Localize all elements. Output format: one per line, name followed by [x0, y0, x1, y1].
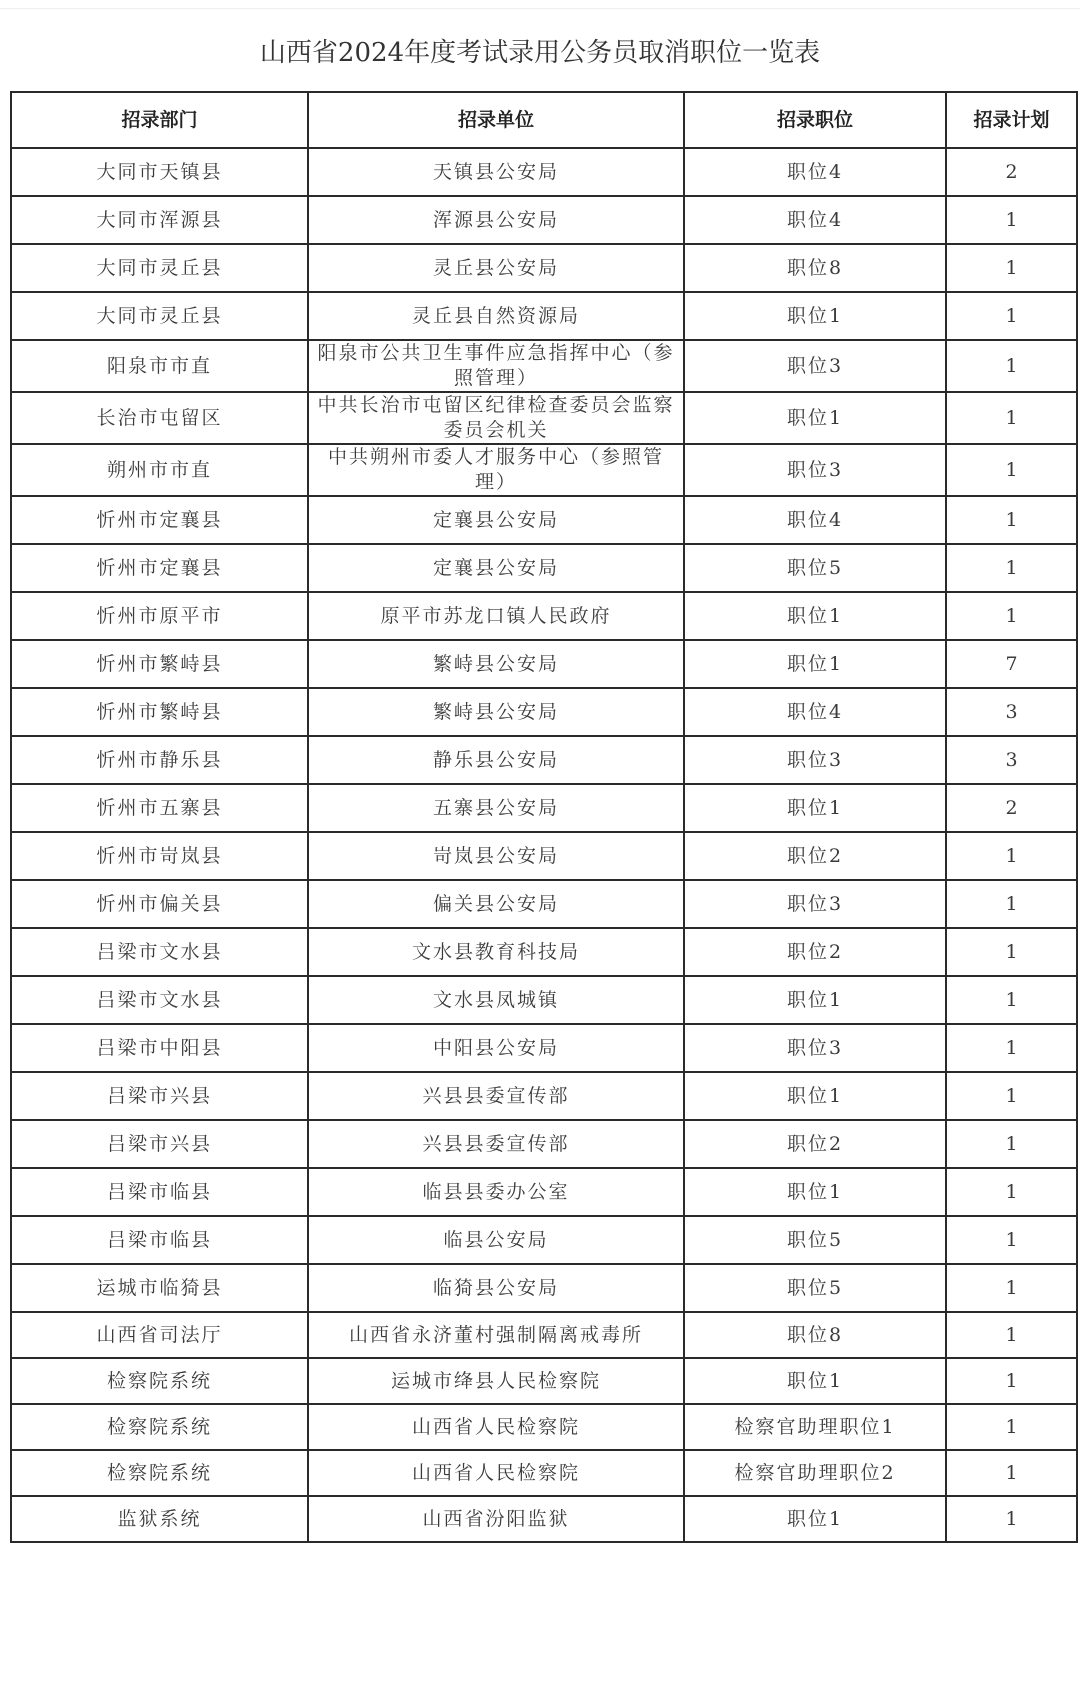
cell-plan: 1 — [946, 1168, 1077, 1216]
cell-unit: 天镇县公安局 — [308, 148, 684, 196]
cell-plan: 2 — [946, 148, 1077, 196]
cell-position: 职位2 — [684, 928, 946, 976]
cell-position: 职位1 — [684, 1168, 946, 1216]
cell-position: 职位5 — [684, 1264, 946, 1312]
cell-plan: 1 — [946, 392, 1077, 444]
cell-dept: 忻州市定襄县 — [11, 544, 308, 592]
cell-dept: 吕梁市文水县 — [11, 976, 308, 1024]
cell-plan: 1 — [946, 928, 1077, 976]
cell-dept: 监狱系统 — [11, 1496, 308, 1542]
cell-unit: 山西省人民检察院 — [308, 1404, 684, 1450]
cell-unit: 中共长治市屯留区纪律检查委员会监察委员会机关 — [308, 392, 684, 444]
cell-plan: 1 — [946, 1358, 1077, 1404]
table-row — [11, 1496, 1077, 1542]
cell-plan: 1 — [946, 592, 1077, 640]
table-row — [11, 736, 1077, 784]
cell-unit: 岢岚县公安局 — [308, 832, 684, 880]
table-row — [11, 1120, 1077, 1168]
table-row — [11, 392, 1077, 444]
cell-unit: 兴县县委宣传部 — [308, 1072, 684, 1120]
cell-position: 职位1 — [684, 640, 946, 688]
table-body — [11, 148, 1077, 1542]
cell-position: 职位2 — [684, 832, 946, 880]
cell-plan: 1 — [946, 1072, 1077, 1120]
cell-position: 职位8 — [684, 1312, 946, 1358]
cell-dept: 忻州市原平市 — [11, 592, 308, 640]
table-row — [11, 444, 1077, 496]
cell-unit: 山西省人民检察院 — [308, 1450, 684, 1496]
cell-dept: 忻州市繁峙县 — [11, 688, 308, 736]
table-row — [11, 244, 1077, 292]
table-row — [11, 1024, 1077, 1072]
cell-position: 职位1 — [684, 592, 946, 640]
cell-plan: 1 — [946, 1312, 1077, 1358]
table-row — [11, 784, 1077, 832]
cell-dept: 忻州市偏关县 — [11, 880, 308, 928]
cell-plan: 1 — [946, 244, 1077, 292]
cell-dept: 忻州市静乐县 — [11, 736, 308, 784]
cell-unit: 文水县教育科技局 — [308, 928, 684, 976]
cell-plan: 1 — [946, 340, 1077, 392]
cell-dept: 吕梁市临县 — [11, 1216, 308, 1264]
cell-unit: 静乐县公安局 — [308, 736, 684, 784]
table-row — [11, 688, 1077, 736]
table-row — [11, 148, 1077, 196]
cell-plan: 1 — [946, 444, 1077, 496]
cell-position: 检察官助理职位1 — [684, 1404, 946, 1450]
table-row — [11, 1264, 1077, 1312]
cell-unit: 灵丘县自然资源局 — [308, 292, 684, 340]
cell-unit: 繁峙县公安局 — [308, 640, 684, 688]
cell-position: 职位4 — [684, 196, 946, 244]
cell-plan: 1 — [946, 544, 1077, 592]
cell-position: 职位1 — [684, 392, 946, 444]
table-header-row — [11, 92, 1077, 148]
cell-position: 职位8 — [684, 244, 946, 292]
cell-unit: 中阳县公安局 — [308, 1024, 684, 1072]
header-dept: 招录部门 — [11, 92, 308, 148]
table-row — [11, 880, 1077, 928]
table-row — [11, 640, 1077, 688]
cell-position: 职位1 — [684, 1358, 946, 1404]
cell-dept: 忻州市五寨县 — [11, 784, 308, 832]
table-row — [11, 976, 1077, 1024]
cell-unit: 五寨县公安局 — [308, 784, 684, 832]
cell-plan: 1 — [946, 1450, 1077, 1496]
cell-unit: 阳泉市公共卫生事件应急指挥中心（参照管理） — [308, 340, 684, 392]
table-row — [11, 1404, 1077, 1450]
cell-plan: 1 — [946, 1496, 1077, 1542]
cell-position: 职位5 — [684, 1216, 946, 1264]
table-row — [11, 292, 1077, 340]
cell-plan: 7 — [946, 640, 1077, 688]
cell-position: 职位4 — [684, 496, 946, 544]
table-row — [11, 1216, 1077, 1264]
table-row — [11, 592, 1077, 640]
cell-plan: 1 — [946, 496, 1077, 544]
cell-position: 职位1 — [684, 784, 946, 832]
cell-position: 职位3 — [684, 340, 946, 392]
cell-plan: 1 — [946, 1404, 1077, 1450]
cell-position: 职位4 — [684, 688, 946, 736]
table-row — [11, 340, 1077, 392]
cell-dept: 检察院系统 — [11, 1404, 308, 1450]
cell-dept: 大同市灵丘县 — [11, 292, 308, 340]
cell-position: 职位3 — [684, 1024, 946, 1072]
cell-unit: 繁峙县公安局 — [308, 688, 684, 736]
cell-position: 职位1 — [684, 292, 946, 340]
cell-unit: 定襄县公安局 — [308, 544, 684, 592]
table-row — [11, 1168, 1077, 1216]
cell-position: 职位2 — [684, 1120, 946, 1168]
page-title: 山西省2024年度考试录用公务员取消职位一览表 — [259, 38, 821, 68]
cancelled-positions-table — [10, 91, 1078, 1543]
cell-dept: 吕梁市兴县 — [11, 1120, 308, 1168]
cell-plan: 1 — [946, 976, 1077, 1024]
cell-unit: 偏关县公安局 — [308, 880, 684, 928]
cell-position: 职位4 — [684, 148, 946, 196]
header-position: 招录职位 — [684, 92, 946, 148]
table-row — [11, 928, 1077, 976]
cell-position: 职位3 — [684, 880, 946, 928]
cell-dept: 忻州市定襄县 — [11, 496, 308, 544]
cell-unit: 原平市苏龙口镇人民政府 — [308, 592, 684, 640]
cell-dept: 忻州市岢岚县 — [11, 832, 308, 880]
cell-plan: 1 — [946, 880, 1077, 928]
cell-unit: 运城市绛县人民检察院 — [308, 1358, 684, 1404]
cell-plan: 1 — [946, 1264, 1077, 1312]
table-row — [11, 544, 1077, 592]
cell-unit: 兴县县委宣传部 — [308, 1120, 684, 1168]
table-row — [11, 832, 1077, 880]
table-row — [11, 1072, 1077, 1120]
cell-position: 职位1 — [684, 1072, 946, 1120]
cell-dept: 忻州市繁峙县 — [11, 640, 308, 688]
cell-dept: 吕梁市文水县 — [11, 928, 308, 976]
cell-dept: 检察院系统 — [11, 1358, 308, 1404]
cell-position: 职位3 — [684, 736, 946, 784]
cell-dept: 检察院系统 — [11, 1450, 308, 1496]
cell-unit: 山西省汾阳监狱 — [308, 1496, 684, 1542]
cell-unit: 定襄县公安局 — [308, 496, 684, 544]
cell-dept: 大同市浑源县 — [11, 196, 308, 244]
cell-unit: 临猗县公安局 — [308, 1264, 684, 1312]
cell-position: 职位1 — [684, 1496, 946, 1542]
cell-position: 职位1 — [684, 976, 946, 1024]
cell-dept: 大同市天镇县 — [11, 148, 308, 196]
cell-plan: 2 — [946, 784, 1077, 832]
header-unit: 招录单位 — [308, 92, 684, 148]
table-row — [11, 1358, 1077, 1404]
cell-dept: 吕梁市临县 — [11, 1168, 308, 1216]
cell-position: 职位5 — [684, 544, 946, 592]
cell-unit: 临县县委办公室 — [308, 1168, 684, 1216]
cell-position: 检察官助理职位2 — [684, 1450, 946, 1496]
cell-unit: 灵丘县公安局 — [308, 244, 684, 292]
cell-unit: 浑源县公安局 — [308, 196, 684, 244]
table-row — [11, 1450, 1077, 1496]
cell-plan: 1 — [946, 1024, 1077, 1072]
cell-unit: 山西省永济董村强制隔离戒毒所 — [308, 1312, 684, 1358]
cell-position: 职位3 — [684, 444, 946, 496]
table-row — [11, 496, 1077, 544]
cell-plan: 1 — [946, 832, 1077, 880]
cell-dept: 朔州市市直 — [11, 444, 308, 496]
cell-dept: 吕梁市中阳县 — [11, 1024, 308, 1072]
cell-plan: 3 — [946, 736, 1077, 784]
cell-unit: 中共朔州市委人才服务中心（参照管理） — [308, 444, 684, 496]
cell-plan: 1 — [946, 1216, 1077, 1264]
cell-plan: 1 — [946, 196, 1077, 244]
cell-plan: 1 — [946, 1120, 1077, 1168]
cell-dept: 吕梁市兴县 — [11, 1072, 308, 1120]
table-row — [11, 196, 1077, 244]
cell-plan: 1 — [946, 292, 1077, 340]
cell-unit: 文水县凤城镇 — [308, 976, 684, 1024]
cell-plan: 3 — [946, 688, 1077, 736]
top-divider — [0, 8, 1080, 9]
table-row — [11, 1312, 1077, 1358]
cell-dept: 阳泉市市直 — [11, 340, 308, 392]
header-plan: 招录计划 — [946, 92, 1077, 148]
cell-unit: 临县公安局 — [308, 1216, 684, 1264]
cell-dept: 运城市临猗县 — [11, 1264, 308, 1312]
cell-dept: 大同市灵丘县 — [11, 244, 308, 292]
cell-dept: 长治市屯留区 — [11, 392, 308, 444]
cell-dept: 山西省司法厅 — [11, 1312, 308, 1358]
